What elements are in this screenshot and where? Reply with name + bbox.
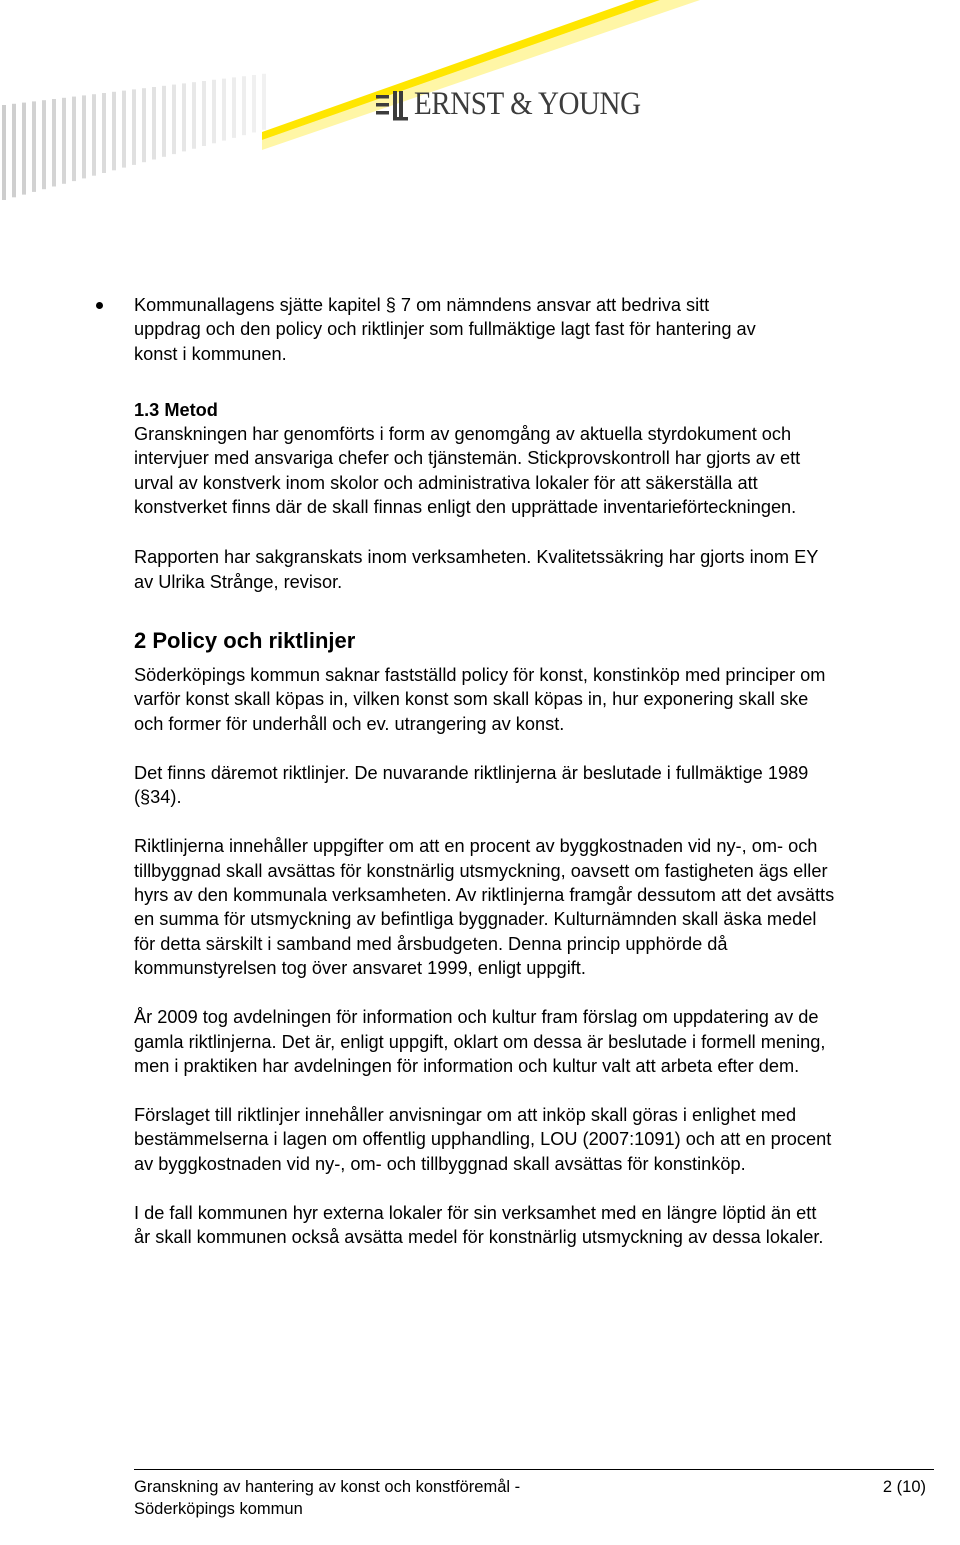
header-stripe: [112, 92, 116, 171]
header-stripe: [242, 76, 246, 135]
policy-heading: 2 Policy och riktlinjer: [134, 627, 356, 653]
header-stripe: [32, 101, 36, 191]
policy-paragraph-4: År 2009 tog avdelningen för information och kultur fram förslag om uppdatering av de gamla riktlinjerna. Det är, enligt uppgift, oklart om dessa är beslutade i formell mening, men i praktiken har avdelningen för information och kultur valt att arbeta efter dem.: [134, 1007, 826, 1076]
header-stripe: [132, 89, 136, 164]
header-stripe: [12, 104, 16, 198]
list-item: [65, 293, 934, 366]
header-stripe: [192, 82, 196, 149]
policy-paragraph-2: Det finns däremot riktlinjer. De nuvarande riktlinjerna är beslutade i fullmäktige 1989 (§34).: [134, 762, 809, 808]
header-stripe: [232, 77, 236, 137]
footer-divider: [134, 1469, 934, 1470]
header-stripe: [92, 94, 96, 176]
header-stripe: [102, 93, 106, 173]
document-body: [134, 293, 934, 1250]
method-heading: 1.3 Metod: [134, 399, 218, 420]
header-stripe: [22, 103, 26, 195]
header-stripe: [72, 97, 76, 182]
header-stripe: [182, 83, 186, 151]
header-stripe: [172, 85, 176, 155]
header-stripe: [152, 87, 156, 160]
header-stripe: [52, 99, 56, 187]
policy-paragraph-3: Riktlinjerna innehåller uppgifter om att en procent av byggkostnaden vid ny-, om- och tillbyggnad skall avsättas för konstnärlig utsmyckning, oavsett om fastigheten ägs eller hyrs av den kommunala verksamheten. Av riktlinjerna framgår dessutom att det avsätts en summa för utsmyckning av befintliga byggnader. Kulturnämnden skall äska medel för detta särskilt i samband med årsbudgeten. Denna princip upphörde då kommunstyrelsen tog över ansvaret 1999, enligt uppgift.: [134, 836, 835, 978]
policy-paragraph-1: Söderköpings kommun saknar fastställd policy för konst, konstinköp med principer om varför konst skall köpas in, vilken konst som skall köpas in, hur exponering skall ske och former för underhåll och ev. utrangering av konst.: [134, 664, 826, 734]
header-stripe: [122, 91, 126, 168]
footer-title: Granskning av hantering av konst och konstföremål - Söderköpings kommun: [134, 1478, 521, 1518]
bullet-line: Kommunallagens sjätte kapitel § 7 om nämndens ansvar att bedriva sitt: [134, 295, 710, 315]
header-stripe: [42, 100, 46, 189]
header-stripe: [212, 80, 216, 144]
header-stripes: [2, 74, 266, 200]
header-stripe: [2, 105, 6, 200]
policy-paragraph-6: I de fall kommunen hyr externa lokaler för sin verksamhet med en längre löptid än ett år skall kommunen också avsätta medel för konstnärlig utsmyckning av dessa lokaler.: [134, 1203, 824, 1248]
policy-paragraph-5: Förslaget till riktlinjer innehåller anvisningar om att inköp skall göras i enlighet med bestämmelserna i lagen om offentlig upphandling, LOU (2007:1091) och att en procent av byggkostnaden vid ny-, om- och tillbyggnad skall avsättas för konstinköp.: [134, 1105, 832, 1174]
bullet-icon: [96, 302, 103, 309]
ey-logo-wordmark: ERNST & YOUNG: [414, 86, 641, 122]
header-stripe: [222, 79, 226, 141]
quality-paragraph: Rapporten har sakgranskats inom verksamheten. Kvalitetssäkring har gjorts inom EY av Ulrika Strånge, revisor.: [134, 547, 819, 592]
bullet-line: uppdrag och den policy och riktlinjer som fullmäktige lagt fast för hantering av: [134, 319, 756, 340]
page-number: 2 (10): [882, 1478, 926, 1496]
bullet-line: konst i kommunen.: [134, 343, 287, 364]
header-stripe: [62, 98, 66, 184]
method-paragraph: Granskningen har genomförts i form av genomgång av aktuella styrdokument och intervjuer med ansvariga chefer och tjänstemän. Stickprovskontroll har gjorts av ett urval av konstverk inom skolor och administrativa lokaler för att säkerställa att konstverket finns där de skall finnas enligt den upprättade inventarieförteckningen.: [134, 424, 801, 518]
yellow-beam-shadow: [262, 0, 700, 150]
header-stripe: [162, 86, 166, 157]
header-stripe: [202, 81, 206, 146]
header-stripe: [82, 95, 86, 178]
header-stripe: [262, 74, 266, 130]
header-stripe: [252, 75, 256, 133]
header-stripe: [142, 88, 146, 162]
ey-logo-icon: [374, 91, 408, 121]
